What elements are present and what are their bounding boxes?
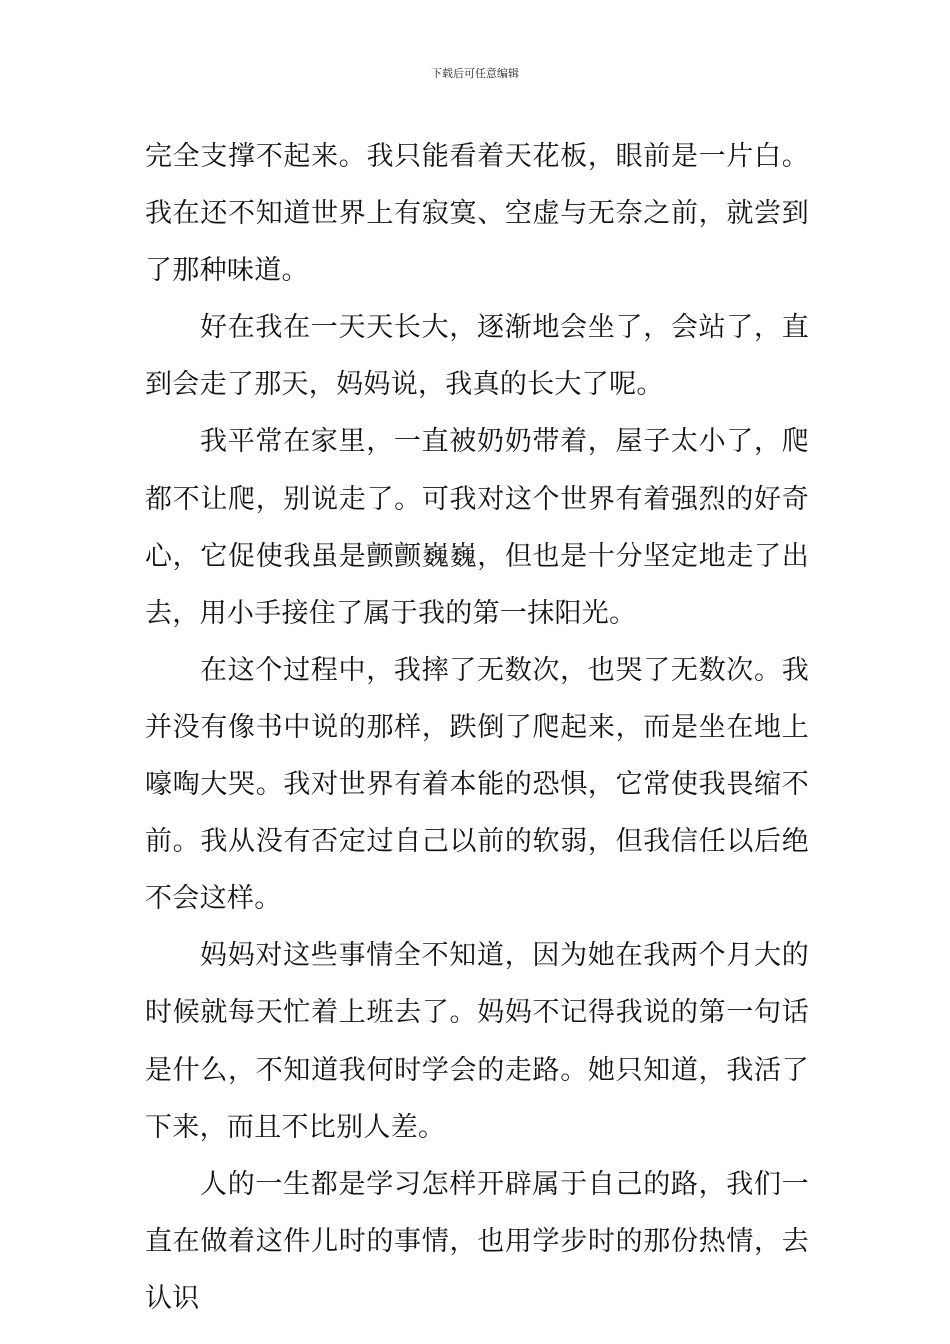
page-header-note: 下载后可任意编辑 [431,67,519,80]
paragraph-continued: 完全支撑不起来。我只能看着天花板，眼前是一片白。我在还不知道世界上有寂寞、空虚与无奈之前，就尝到了那种味道。 [145,141,809,287]
document-body [145,128,809,1327]
paragraph: 好在我在一天天长大，逐渐地会坐了，会站了，直到会走了那天，妈妈说，我真的长大了呢。 [145,312,809,401]
paragraph: 妈妈对这些事情全不知道，因为她在我两个月大的时候就每天忙着上班去了。妈妈不记得我说的第一句话是什么，不知道我何时学会的走路。她只知道，我活了下来，而且不比别人差。 [145,940,809,1143]
paragraph: 我平常在家里，一直被奶奶带着，屋子太小了，爬都不让爬，别说走了。可我对这个世界有着强烈的好奇心，它促使我虽是颤颤巍巍，但也是十分坚定地走了出去，用小手接住了属于我的第一抹阳光。 [145,426,809,629]
paragraph: 在这个过程中，我摔了无数次，也哭了无数次。我并没有像书中说的那样，跌倒了爬起来，而是坐在地上嚎啕大哭。我对世界有着本能的恐惧，它常使我畏缩不前。我从没有否定过自己以前的软弱，但我信任以后绝不会这样。 [145,654,809,915]
paragraph: 人的一生都是学习怎样开辟属于自己的路，我们一直在做着这件儿时的事情，也用学步时的那份热情，去认识 [145,1168,809,1314]
